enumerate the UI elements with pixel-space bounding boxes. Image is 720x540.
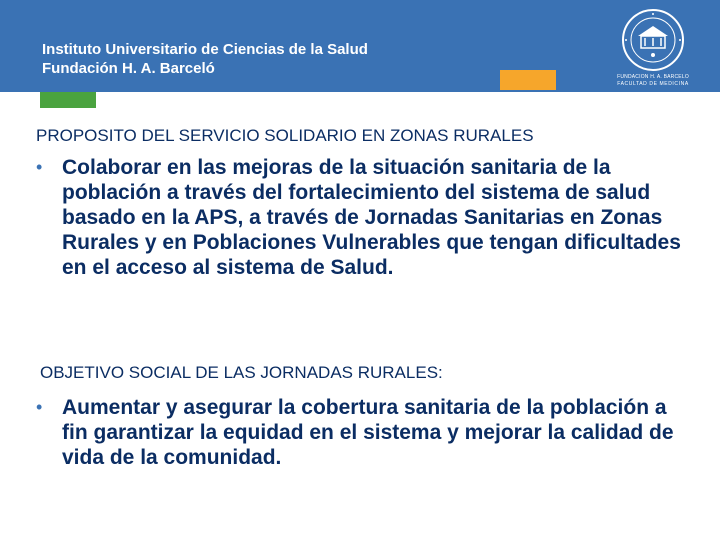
green-accent-block [40, 92, 96, 108]
institution-title [42, 40, 368, 78]
logo-caption-faculty: FACULTAD DE MEDICINA [617, 81, 689, 87]
objective-text: Aumentar y asegurar la cobertura sanitaria de la población a fin garantizar la equidad en el sistema y mejorar la calidad de vida de la comunidad. [62, 396, 674, 469]
logo-caption-foundation: FUNDACION H. A. BARCELO [617, 74, 689, 80]
bullet-icon: • [36, 157, 43, 177]
objective-bullet [36, 395, 676, 475]
foundation-name: Fundación H. A. Barceló [42, 60, 215, 77]
purpose-bullet [36, 155, 681, 325]
university-seal-logo [612, 8, 694, 88]
seal-icon [612, 8, 694, 72]
header-bar [0, 0, 720, 92]
orange-accent-block [500, 70, 556, 90]
purpose-heading: PROPOSITO DEL SERVICIO SOLIDARIO EN ZONAS RURALES [36, 126, 534, 145]
bullet-icon: • [36, 397, 43, 417]
objective-heading: OBJETIVO SOCIAL DE LAS JORNADAS RURALES: [40, 363, 443, 382]
purpose-text: Colaborar en las mejoras de la situación sanitaria de la población a través del fortalecimiento del sistema de salud basado en la APS, a través de Jornadas Sanitarias en Zonas Rurales y en Poblaciones Vulnerables que tengan dificultades en el acceso al sistema de Salud. [62, 156, 681, 279]
institution-name: Instituto Universitario de Ciencias de la Salud [42, 41, 368, 58]
